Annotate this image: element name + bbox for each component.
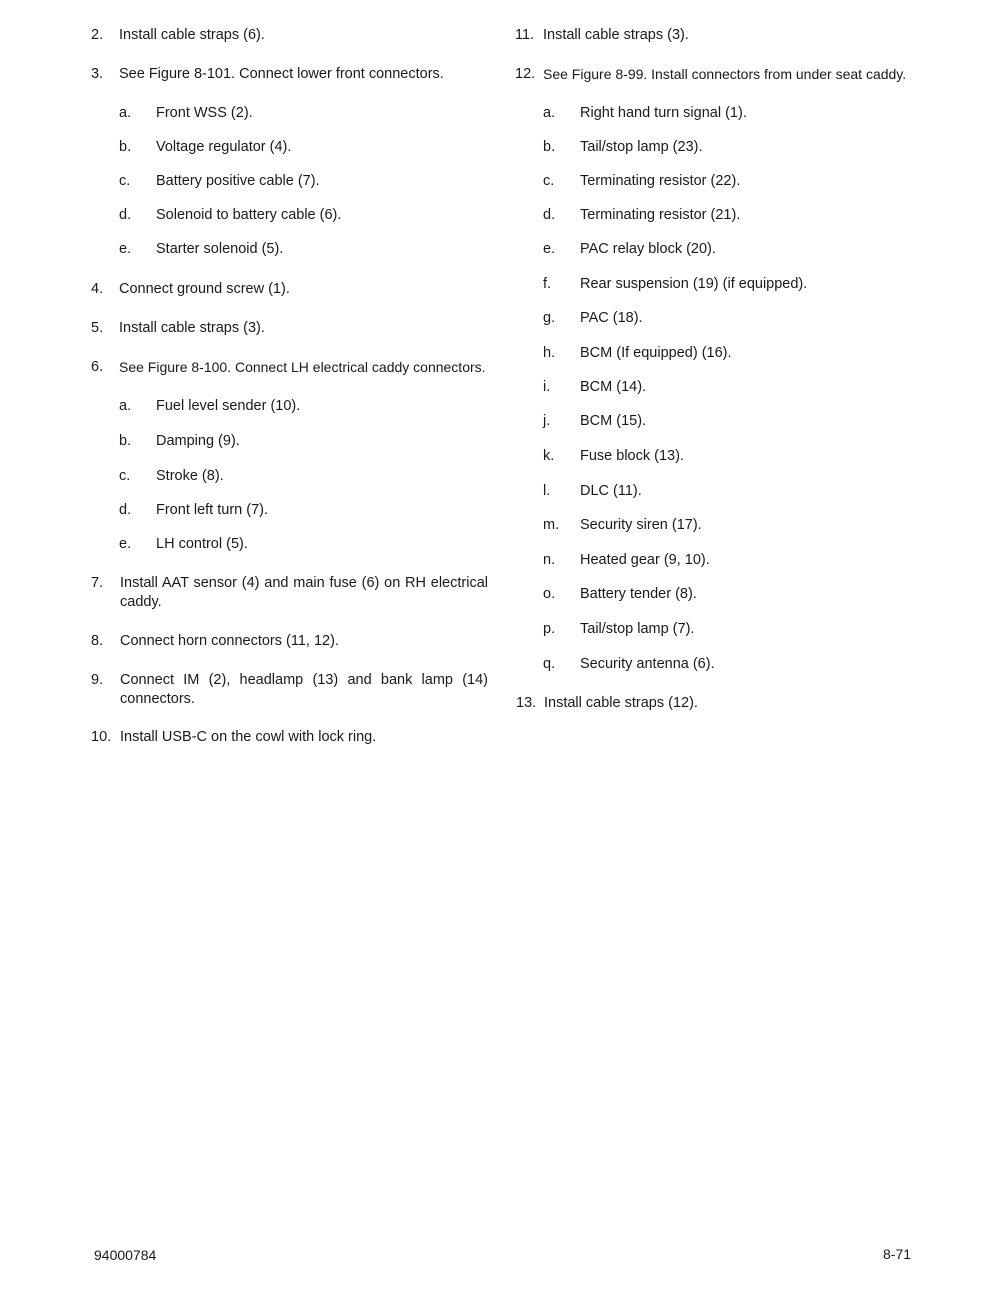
substep-letter: b. bbox=[119, 139, 132, 155]
step-text: Install cable straps (12). bbox=[544, 695, 698, 711]
substep-letter: e. bbox=[119, 241, 132, 257]
substep-letter: g. bbox=[543, 310, 556, 326]
step-number: 8. bbox=[91, 633, 104, 649]
substep-text: Rear suspension (19) (if equipped). bbox=[580, 276, 808, 292]
substep-text: Tail/stop lamp (7). bbox=[580, 621, 695, 637]
step-number: 9. bbox=[91, 672, 104, 688]
substep-text: Front left turn (7). bbox=[156, 502, 269, 518]
step-number: 7. bbox=[91, 575, 104, 591]
substep-text: PAC (18). bbox=[580, 310, 643, 326]
substep-letter: l. bbox=[543, 483, 551, 499]
substep-text: Security siren (17). bbox=[580, 517, 702, 533]
substep-letter: p. bbox=[543, 621, 556, 637]
substep-letter: e. bbox=[119, 536, 132, 552]
step-number: 10. bbox=[91, 729, 112, 745]
substep-text: Stroke (8). bbox=[156, 468, 224, 484]
substep-letter: d. bbox=[119, 502, 132, 518]
substep-letter: k. bbox=[543, 448, 555, 464]
substep-text: Voltage regulator (4). bbox=[156, 139, 292, 155]
step-number: 5. bbox=[91, 320, 104, 336]
step-number: 6. bbox=[91, 359, 104, 375]
step-text: Install AAT sensor (4) and main fuse (6) on RH electrical caddy. bbox=[120, 575, 488, 610]
substep-text: Terminating resistor (22). bbox=[580, 173, 741, 189]
substep-text: BCM (14). bbox=[580, 379, 647, 395]
step-text: See Figure 8-99. Install connectors from under seat caddy. bbox=[543, 66, 907, 82]
substep-text: Battery tender (8). bbox=[580, 586, 697, 602]
substep-letter: n. bbox=[543, 552, 556, 568]
step-number: 12. bbox=[515, 66, 536, 82]
substep-letter: i. bbox=[543, 379, 551, 395]
substep-text: Starter solenoid (5). bbox=[156, 241, 284, 257]
step-text: See Figure 8-100. Connect LH electrical caddy connectors. bbox=[119, 359, 486, 375]
substep-text: Security antenna (6). bbox=[580, 656, 715, 672]
step-text: Install cable straps (6). bbox=[119, 27, 265, 43]
substep-text: PAC relay block (20). bbox=[580, 241, 716, 257]
step-text: See Figure 8-101. Connect lower front connectors. bbox=[119, 66, 444, 82]
step-number: 11. bbox=[515, 27, 535, 43]
substep-letter: b. bbox=[119, 433, 132, 449]
document-number: 94000784 bbox=[94, 1247, 157, 1263]
substep-text: DLC (11). bbox=[580, 483, 642, 499]
step-text: Connect horn connectors (11, 12). bbox=[120, 633, 339, 649]
substep-text: Fuse block (13). bbox=[580, 448, 684, 464]
substep-text: Tail/stop lamp (23). bbox=[580, 139, 703, 155]
substep-letter: d. bbox=[543, 207, 556, 223]
substep-text: Right hand turn signal (1). bbox=[580, 105, 747, 121]
step-number: 2. bbox=[91, 27, 104, 43]
substep-letter: c. bbox=[119, 173, 131, 189]
substep-letter: d. bbox=[119, 207, 132, 223]
step-text: Install cable straps (3). bbox=[119, 320, 265, 336]
step-text: Install cable straps (3). bbox=[543, 27, 689, 43]
substep-text: Fuel level sender (10). bbox=[156, 398, 301, 414]
substep-text: Battery positive cable (7). bbox=[156, 173, 320, 189]
substep-letter: o. bbox=[543, 586, 556, 602]
substep-letter: f. bbox=[543, 276, 552, 292]
substep-text: BCM (15). bbox=[580, 413, 647, 429]
step-text: Install USB-C on the cowl with lock ring. bbox=[120, 729, 377, 745]
substep-letter: a. bbox=[543, 105, 556, 121]
substep-text: Damping (9). bbox=[156, 433, 240, 449]
substep-letter: c. bbox=[119, 468, 131, 484]
substep-letter: a. bbox=[119, 105, 132, 121]
substep-text: BCM (If equipped) (16). bbox=[580, 345, 732, 361]
substep-letter: c. bbox=[543, 173, 555, 189]
substep-letter: j. bbox=[543, 413, 551, 429]
substep-text: Heated gear (9, 10). bbox=[580, 552, 710, 568]
substep-letter: m. bbox=[543, 517, 560, 533]
substep-text: Terminating resistor (21). bbox=[580, 207, 741, 223]
substep-letter: e. bbox=[543, 241, 556, 257]
substep-text: Front WSS (2). bbox=[156, 105, 253, 121]
step-text: Connect ground screw (1). bbox=[119, 281, 290, 297]
substep-letter: b. bbox=[543, 139, 556, 155]
step-number: 4. bbox=[91, 281, 104, 297]
step-text: Connect IM (2), headlamp (13) and bank lamp (14) connectors. bbox=[120, 672, 488, 707]
substep-letter: a. bbox=[119, 398, 132, 414]
substep-letter: q. bbox=[543, 656, 556, 672]
substep-text: LH control (5). bbox=[156, 536, 248, 552]
step-number: 3. bbox=[91, 66, 104, 82]
step-number: 13. bbox=[516, 695, 537, 711]
substep-letter: h. bbox=[543, 345, 556, 361]
page-number: 8-71 bbox=[883, 1246, 912, 1262]
substep-text: Solenoid to battery cable (6). bbox=[156, 207, 342, 223]
